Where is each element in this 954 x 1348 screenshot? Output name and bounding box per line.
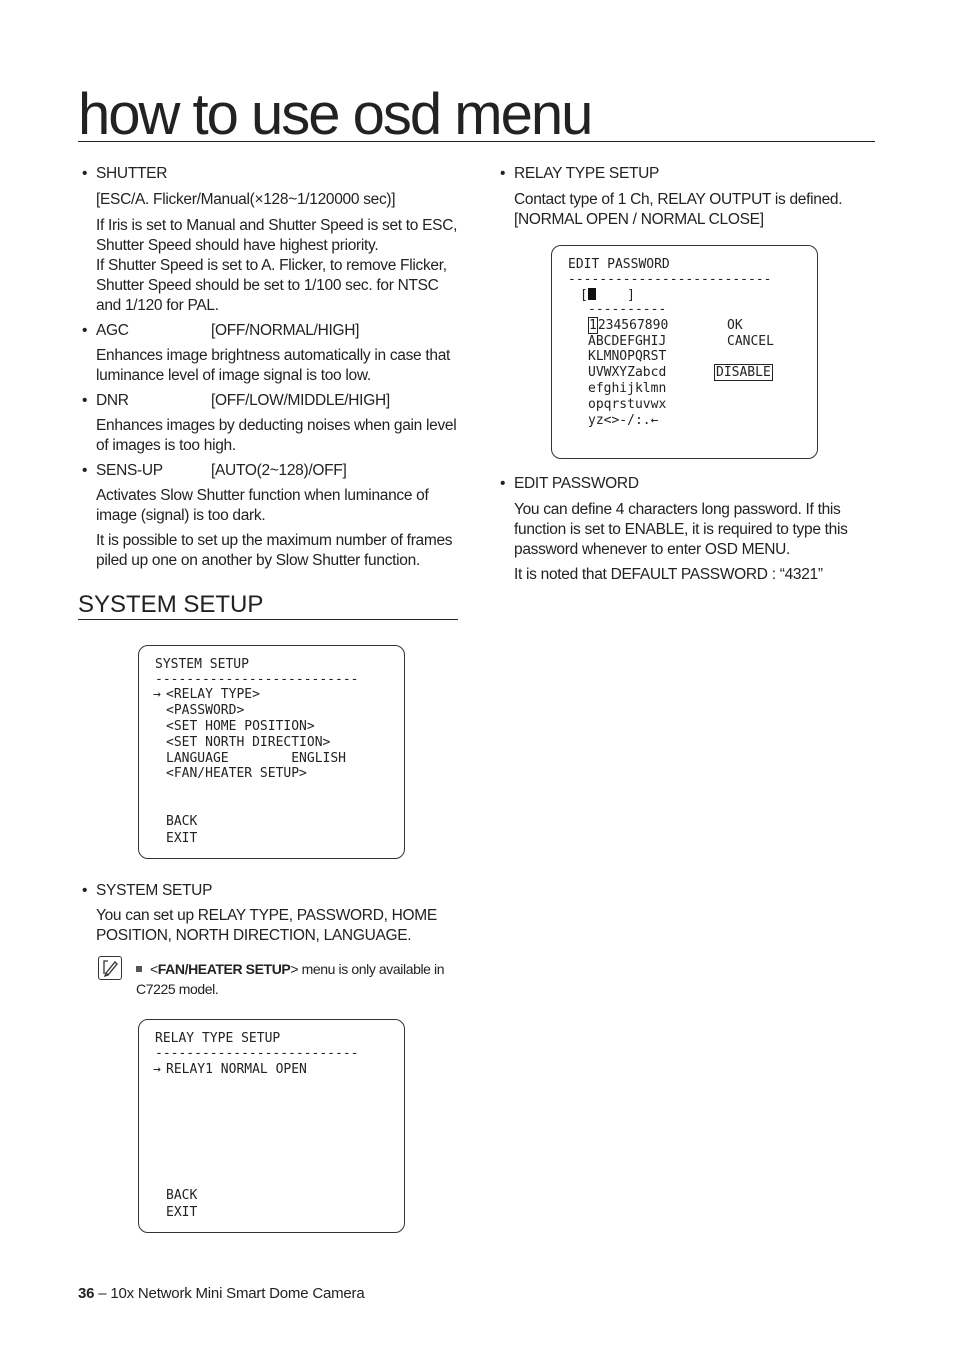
dnr-options: [OFF/LOW/MIDDLE/HIGH] xyxy=(211,392,390,409)
sensup-desc-1: Activates Slow Shutter function when luminance of image (signal) is too dark. xyxy=(96,487,429,524)
char-row: KLMNOPQRST xyxy=(588,349,667,364)
note-text xyxy=(136,959,456,999)
disable-label: DISABLE xyxy=(716,365,771,380)
char-row: opqrstuvwx xyxy=(588,397,667,412)
osd-disable xyxy=(714,365,773,381)
char-row: yz<>-/:.← xyxy=(588,413,659,428)
agc-options: [OFF/NORMAL/HIGH] xyxy=(211,322,360,339)
osd-menu-item: <FAN/HEATER SETUP> xyxy=(166,766,307,781)
shutter-label: • SHUTTER xyxy=(78,164,462,184)
osd-cancel: CANCEL xyxy=(727,334,774,349)
note-bullet-square xyxy=(136,966,142,972)
dnr-desc: Enhances images by deducting noises when gain level of images is too high. xyxy=(96,417,457,454)
osd-divider: -------------------------- xyxy=(155,1046,359,1061)
relay-type-label: • RELAY TYPE SETUP xyxy=(496,164,876,184)
osd-menu-item: <SET HOME POSITION> xyxy=(166,719,315,734)
char-row xyxy=(588,318,668,334)
dnr-item xyxy=(78,391,462,411)
password-underline: ---------- xyxy=(588,302,667,317)
osd-menu-item: LANGUAGE ENGLISH xyxy=(166,751,347,766)
edit-password-label: • EDIT PASSWORD xyxy=(496,474,876,494)
section-heading-system-setup: SYSTEM SETUP xyxy=(78,592,458,620)
agc-desc: Enhances image brightness automatically in case that luminance level of image signal is too low. xyxy=(96,347,451,384)
osd-menu-item: <RELAY TYPE> xyxy=(166,687,260,702)
note-pencil-icon xyxy=(98,956,122,980)
osd-back: BACK xyxy=(166,1188,198,1203)
osd-exit: EXIT xyxy=(166,831,198,846)
note-rest: > menu is only available in C7225 model. xyxy=(136,961,445,997)
selected-char: 1 xyxy=(589,318,597,333)
char-row: ABCDEFGHIJ xyxy=(588,334,667,349)
bracket-open: [ xyxy=(580,288,588,303)
right-column-top xyxy=(496,164,876,230)
agc-item xyxy=(78,321,462,341)
page-title: how to use osd menu xyxy=(78,86,875,142)
osd-menu-item: <PASSWORD> xyxy=(166,703,245,718)
relay-type-osd-screen xyxy=(138,1019,405,1233)
edit-password-desc-block xyxy=(496,474,876,585)
bracket-close: ] xyxy=(595,288,635,303)
edit-password-desc-1: You can define 4 characters long password. If this function is set to ENABLE, it is required to type this password whenever to enter OSD MENU. xyxy=(514,501,848,558)
note-lt: < xyxy=(150,961,158,977)
system-setup-label: • SYSTEM SETUP xyxy=(78,881,462,901)
char-row: efghijklmn xyxy=(588,381,667,396)
shutter-options: [ESC/A. Flicker/Manual(×128~1/120000 sec)] xyxy=(96,191,396,208)
footer-text: – 10x Network Mini Smart Dome Camera xyxy=(94,1285,365,1302)
char-row: UVWXYZabcd xyxy=(588,365,667,380)
osd-title: SYSTEM SETUP xyxy=(155,657,249,672)
left-column xyxy=(78,164,462,571)
cursor-block-icon xyxy=(588,288,596,300)
osd-menu-item: RELAY1 NORMAL OPEN xyxy=(166,1062,307,1077)
sensup-desc-2: It is possible to set up the maximum number of frames piled up one on another by Slow Shutter function. xyxy=(96,532,453,569)
page-number: 36 xyxy=(78,1285,95,1302)
char-row-rest: 234567890 xyxy=(597,318,669,333)
agc-label: AGC xyxy=(96,322,129,339)
arrow-right-icon: → xyxy=(153,687,161,702)
sensup-label: SENS-UP xyxy=(96,462,163,479)
shutter-desc-2: If Shutter Speed is set to A. Flicker, to remove Flicker, Shutter Speed should be set to 1/100 sec. for NTSC and 1/120 for PAL. xyxy=(96,257,447,314)
relay-type-desc: Contact type of 1 Ch, RELAY OUTPUT is defined. [NORMAL OPEN / NORMAL CLOSE] xyxy=(514,191,843,228)
edit-password-desc-2: It is noted that DEFAULT PASSWORD : “4321” xyxy=(514,566,823,583)
osd-menu-item: <SET NORTH DIRECTION> xyxy=(166,735,331,750)
system-setup-desc: You can set up RELAY TYPE, PASSWORD, HOME POSITION, NORTH DIRECTION, LANGUAGE. xyxy=(96,907,437,944)
sensup-options: [AUTO(2~128)/OFF] xyxy=(211,462,347,479)
osd-divider: -------------------------- xyxy=(568,272,772,287)
osd-title: EDIT PASSWORD xyxy=(568,257,670,272)
page-footer xyxy=(78,1284,364,1304)
arrow-right-icon: → xyxy=(153,1062,161,1077)
sensup-item xyxy=(78,461,462,481)
osd-title: RELAY TYPE SETUP xyxy=(155,1031,281,1046)
osd-exit: EXIT xyxy=(166,1205,198,1220)
dnr-label: DNR xyxy=(96,392,129,409)
system-setup-desc-block xyxy=(78,881,462,946)
osd-back: BACK xyxy=(166,814,198,829)
shutter-desc-1: If Iris is set to Manual and Shutter Speed is set to ESC, Shutter Speed should have highest priority. xyxy=(96,217,458,254)
note-bold: FAN/HEATER SETUP xyxy=(157,961,291,977)
edit-password-osd-screen xyxy=(551,245,818,459)
osd-divider: -------------------------- xyxy=(155,672,359,687)
osd-ok: OK xyxy=(727,318,743,333)
system-setup-osd-screen xyxy=(138,645,405,859)
